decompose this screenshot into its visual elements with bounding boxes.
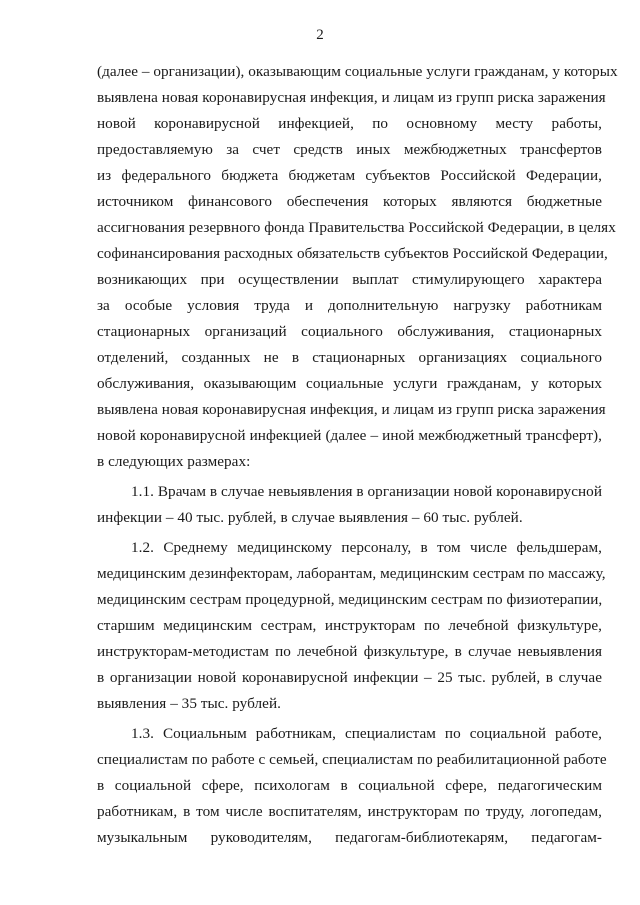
paragraph-continuation bbox=[97, 59, 618, 475]
text-line: за особые условия труда и дополнительную нагрузку работникам bbox=[97, 297, 602, 314]
text-line: ассигнования резервного фонда Правительства Российской Федерации, в целях bbox=[97, 219, 616, 236]
document-body bbox=[97, 59, 618, 851]
text-line: медицинским сестрам процедурной, медицинским сестрам по физиотерапии, bbox=[97, 591, 603, 608]
text-line: медицинским дезинфекторам, лаборантам, медицинским сестрам по массажу, bbox=[97, 565, 606, 582]
text-line: 1.2. Среднему медицинскому персоналу, в том числе фельдшерам, bbox=[131, 539, 602, 556]
text-line: софинансирования расходных обязательств субъектов Российской Федерации, bbox=[97, 245, 608, 262]
text-line: отделений, созданных не в стационарных организациях социального bbox=[97, 349, 602, 366]
text-line: источником финансового обеспечения которых являются бюджетные bbox=[97, 193, 602, 210]
text-line: работникам, в том числе воспитателям, инструкторам по труду, логопедам, bbox=[97, 803, 602, 820]
text-line: в следующих размерах: bbox=[97, 453, 251, 470]
text-line: специалистам по работе с семьей, специалистам по реабилитационной работе bbox=[97, 751, 607, 768]
text-line: новой коронавирусной инфекцией, по основному месту работы, bbox=[97, 115, 602, 132]
page-number: 2 bbox=[316, 27, 324, 43]
text-line: новой коронавирусной инфекцией (далее – иной межбюджетный трансферт), bbox=[97, 427, 602, 444]
text-line: из федерального бюджета бюджетам субъектов Российской Федерации, bbox=[97, 167, 602, 184]
text-line: 1.1. Врачам в случае невыявления в организации новой коронавирусной bbox=[131, 483, 602, 500]
paragraph-1-3 bbox=[97, 721, 607, 851]
text-line: выявления – 35 тыс. рублей. bbox=[97, 695, 281, 712]
text-line: стационарных организаций социального обслуживания, стационарных bbox=[97, 323, 602, 340]
paragraph-1-2 bbox=[97, 535, 606, 717]
text-line: предоставляемую за счет средств иных межбюджетных трансфертов bbox=[97, 141, 602, 158]
text-line: (далее – организации), оказывающим социальные услуги гражданам, у которых bbox=[97, 63, 618, 80]
text-line: 1.3. Социальным работникам, специалистам по социальной работе, bbox=[131, 725, 602, 742]
text-line: инструкторам-методистам по лечебной физкультуре, в случае невыявления bbox=[97, 643, 602, 660]
text-line: инфекции – 40 тыс. рублей, в случае выявления – 60 тыс. рублей. bbox=[97, 509, 523, 526]
text-line: в организации новой коронавирусной инфекции – 25 тыс. рублей, в случае bbox=[97, 669, 602, 686]
paragraph-1-1 bbox=[97, 479, 602, 531]
text-line: в социальной сфере, психологам в социальной сфере, педагогическим bbox=[97, 777, 602, 794]
text-line: выявлена новая коронавирусная инфекция, и лицам из групп риска заражения bbox=[97, 89, 606, 106]
text-line: возникающих при осуществлении выплат стимулирующего характера bbox=[97, 271, 602, 288]
text-line: музыкальным руководителям, педагогам-библиотекарям, педагогам- bbox=[97, 829, 602, 846]
text-line: выявлена новая коронавирусная инфекция, и лицам из групп риска заражения bbox=[97, 401, 606, 418]
text-line: обслуживания, оказывающим социальные услуги гражданам, у которых bbox=[97, 375, 602, 392]
text-line: старшим медицинским сестрам, инструкторам по лечебной физкультуре, bbox=[97, 617, 602, 634]
